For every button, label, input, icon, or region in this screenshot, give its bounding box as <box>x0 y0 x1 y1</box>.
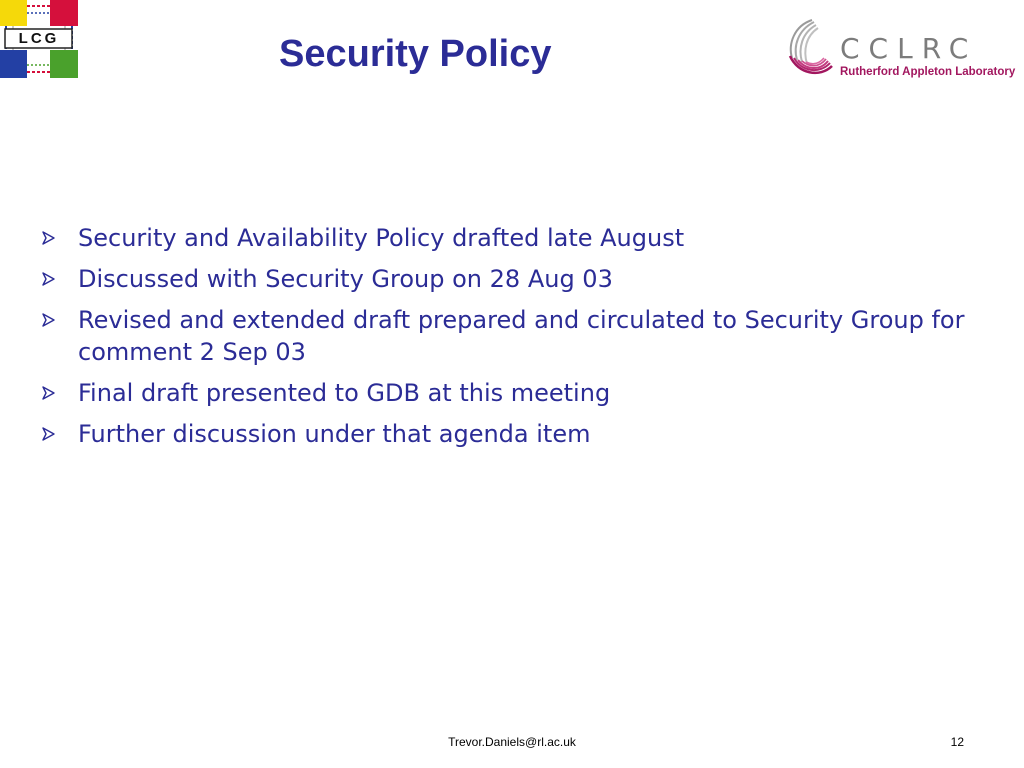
slide-number: 12 <box>950 735 964 749</box>
cclrc-logo <box>784 16 1016 88</box>
bullet-item <box>40 222 1000 254</box>
cclrc-logo-name: CCLRC <box>840 32 978 65</box>
arrowhead-bullet-icon <box>40 230 56 246</box>
bullet-item <box>40 418 1000 450</box>
arrowhead-bullet-icon <box>40 271 56 287</box>
bullet-list <box>40 222 1000 459</box>
bullet-item <box>40 304 1000 368</box>
cclrc-swirl-icon <box>784 16 836 82</box>
arrowhead-bullet-icon <box>40 385 56 401</box>
cclrc-logo-subtitle: Rutherford Appleton Laboratory <box>840 66 1016 78</box>
bullet-item <box>40 377 1000 409</box>
bullet-item <box>40 263 1000 295</box>
footer-email: Trevor.Daniels@rl.ac.uk <box>448 735 576 749</box>
bullet-text: Security and Availability Policy drafted late August <box>78 224 685 252</box>
bullet-text: Further discussion under that agenda item <box>78 420 591 448</box>
lcg-logo-text: LCG <box>18 30 60 47</box>
arrowhead-bullet-icon <box>40 312 56 328</box>
bullet-text: Discussed with Security Group on 28 Aug 03 <box>78 265 613 293</box>
bullet-text: Final draft presented to GDB at this meeting <box>78 379 611 407</box>
slide-title: Security Policy <box>279 33 552 75</box>
bullet-text: Revised and extended draft prepared and circulated to Security Group for comment 2 Sep 03 <box>78 306 965 366</box>
arrowhead-bullet-icon <box>40 426 56 442</box>
